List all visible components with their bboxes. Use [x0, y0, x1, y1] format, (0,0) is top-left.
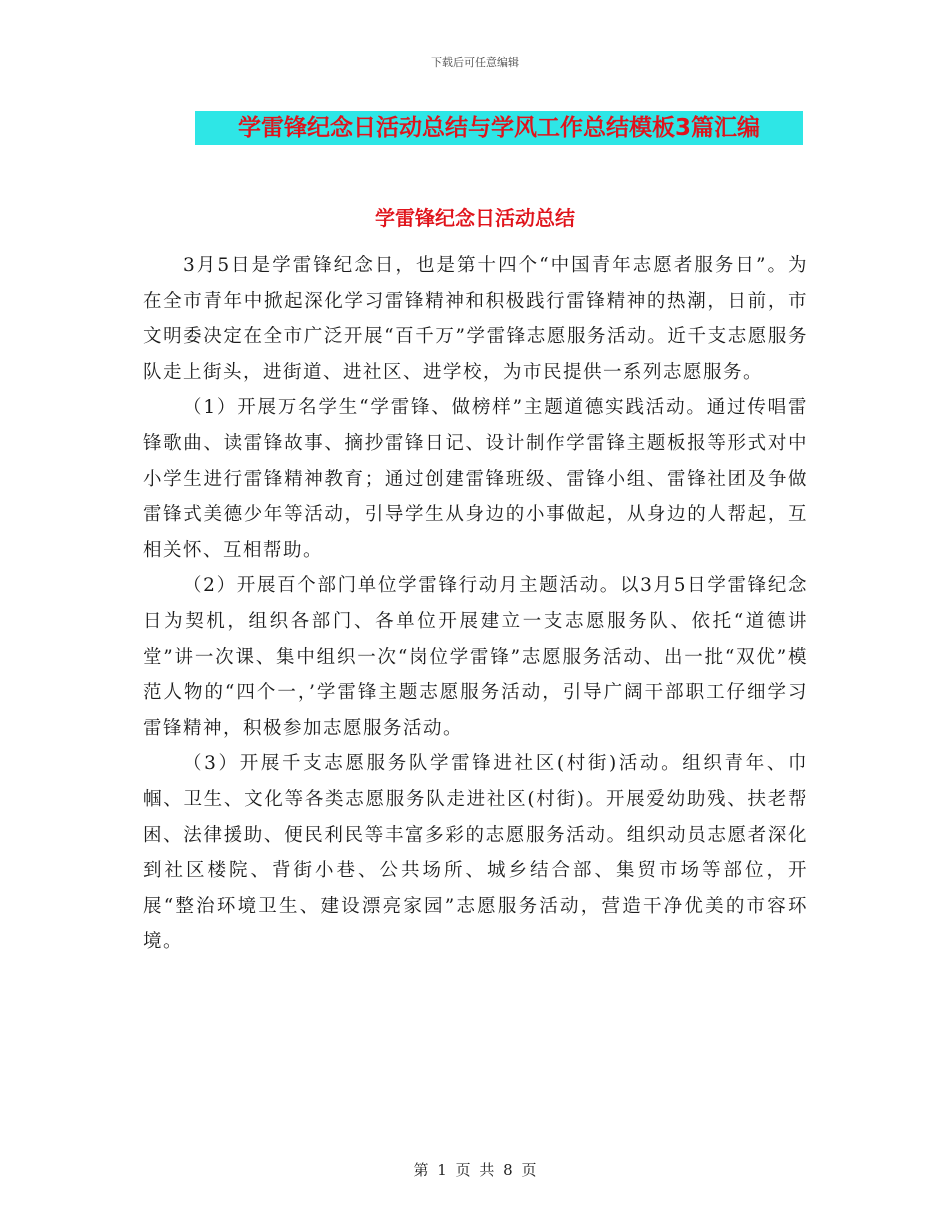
page-indicator: 第 1 页 共 8 页 [413, 1161, 537, 1179]
header-note: 下载后可任意编辑 [431, 56, 519, 69]
main-title-highlight [195, 111, 803, 145]
document-body [143, 248, 808, 960]
section-title: 学雷锋纪念日活动总结 [375, 206, 575, 230]
paragraph-item-1: （1）开展万名学生“学雷锋、做榜样”主题道德实践活动。通过传唱雷锋歌曲、读雷锋故事、摘抄雷锋日记、设计制作学雷锋主题板报等形式对中小学生进行雷锋精神教育；通过创建雷锋班级、雷锋小组、雷锋社团及争做雷锋式美德少年等活动，引导学生从身边的小事做起，从身边的人帮起，互相关怀、互相帮助。 [143, 397, 808, 561]
paragraph-item-2: （2）开展百个部门单位学雷锋行动月主题活动。以3月5日学雷锋纪念日为契机，组织各部门、各单位开展建立一支志愿服务队、依托“道德讲堂”讲一次课、集中组织一次“岗位学雷锋”志愿服务活动、出一批“双优”模范人物的“四个一，’学雷锋主题志愿服务活动，引导广阔干部职工仔细学习雷锋精神，积极参加志愿服务活动。 [143, 575, 808, 739]
paragraph-item-3: （3）开展千支志愿服务队学雷锋进社区(村街)活动。组织青年、巾帼、卫生、文化等各类志愿服务队走进社区(村街)。开展爱幼助残、扶老帮困、法律援助、便民利民等丰富多彩的志愿服务活动。组织动员志愿者深化到社区楼院、背街小巷、公共场所、城乡结合部、集贸市场等部位，开展“整治环境卫生、建设漂亮家园”志愿服务活动，营造干净优美的市容环境。 [143, 753, 808, 953]
main-title: 学雷锋纪念日活动总结与学风工作总结模板3篇汇编 [237, 115, 760, 141]
paragraph-intro: 3月5日是学雷锋纪念日，也是第十四个“中国青年志愿者服务日”。为在全市青年中掀起深化学习雷锋精神和积极践行雷锋精神的热潮，日前，市文明委决定在全市广泛开展“百千万”学雷锋志愿服务活动。近千支志愿服务队走上街头，进街道、进社区、进学校，为市民提供一系列志愿服务。 [143, 255, 808, 383]
